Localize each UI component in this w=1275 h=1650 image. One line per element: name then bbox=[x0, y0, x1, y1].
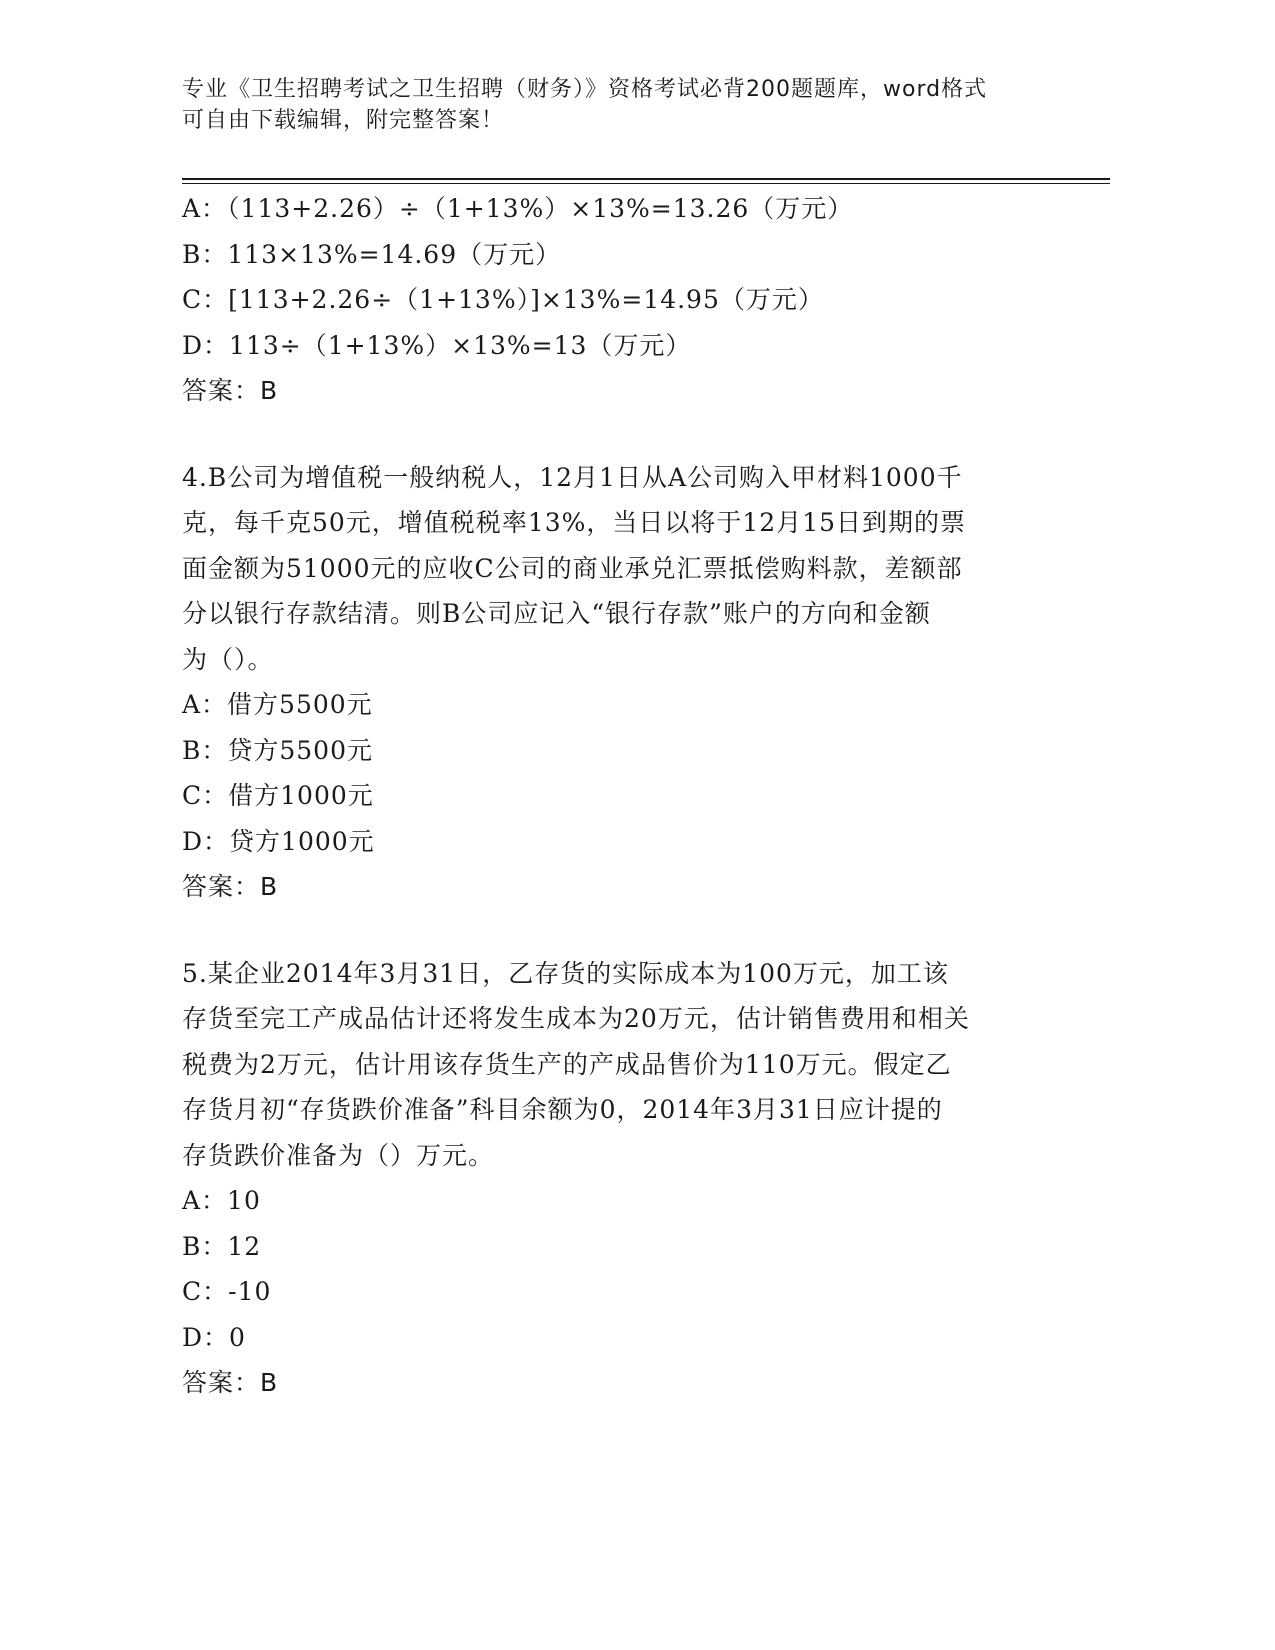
option-c: C：-10 bbox=[182, 1277, 272, 1306]
header-rule-thin bbox=[182, 183, 1110, 184]
header-line-1: 专业《卫生招聘考试之卫生招聘（财务）》资格考试必背200题题库，word格式 bbox=[182, 77, 988, 102]
answer-line: 答案：B bbox=[182, 872, 279, 901]
header-rule-thick bbox=[182, 178, 1110, 180]
question-stem-line: 存货至完工产成品估计还将发生成本为20万元，估计销售费用和相关 bbox=[182, 1004, 970, 1033]
question-stem-line: 分以银行存款结清。则B公司应记入“银行存款”账户的方向和金额 bbox=[182, 599, 931, 628]
spacer bbox=[182, 414, 1062, 455]
option-d: D：贷方1000元 bbox=[182, 826, 375, 856]
question-stem-line: 存货月初“存货跌价准备”科目余额为0，2014年3月31日应计提的 bbox=[182, 1095, 943, 1124]
question-stem-line: 存货跌价准备为（）万元。 bbox=[182, 1140, 495, 1170]
question-5 bbox=[182, 951, 1062, 1406]
header-line-2: 可自由下载编辑，附完整答案！ bbox=[182, 108, 505, 133]
question-content bbox=[182, 186, 1062, 1406]
question-stem-line: 4.B公司为增值税一般纳税人，12月1日从A公司购入甲材料1000千 bbox=[182, 462, 963, 492]
question-stem-line: 税费为2万元，估计用该存货生产的产成品售价为110万元。假定乙 bbox=[182, 1049, 952, 1079]
question-stem-line: 克，每千克50元，增值税税率13%，当日以将于12月15日到期的票 bbox=[182, 508, 967, 537]
option-b: B：12 bbox=[182, 1231, 262, 1261]
option-a: A：10 bbox=[182, 1186, 261, 1215]
answer-line: 答案：B bbox=[182, 1368, 279, 1397]
document-header bbox=[182, 74, 1062, 136]
option-d: D：113÷（1+13%）×13%=13（万元） bbox=[182, 330, 692, 360]
question-4 bbox=[182, 455, 1062, 910]
spacer bbox=[182, 910, 1062, 951]
option-b: B：113×13%=14.69（万元） bbox=[182, 239, 562, 269]
question-3 bbox=[182, 186, 1062, 414]
question-stem-line: 为（）。 bbox=[182, 644, 274, 674]
option-a: A：（113+2.26）÷（1+13%）×13%=13.26（万元） bbox=[182, 194, 854, 223]
option-c: C：[113+2.26÷（1+13%）]×13%=14.95（万元） bbox=[182, 285, 824, 314]
question-stem-line: 5.某企业2014年3月31日，乙存货的实际成本为100万元，加工该 bbox=[182, 958, 949, 988]
option-a: A：借方5500元 bbox=[182, 690, 373, 719]
option-d: D：0 bbox=[182, 1322, 246, 1352]
option-b: B：贷方5500元 bbox=[182, 735, 373, 765]
answer-line: 答案：B bbox=[182, 376, 279, 405]
option-c: C：借方1000元 bbox=[182, 781, 374, 810]
question-stem-line: 面金额为51000元的应收C公司的商业承兑汇票抵偿购料款，差额部 bbox=[182, 553, 963, 583]
